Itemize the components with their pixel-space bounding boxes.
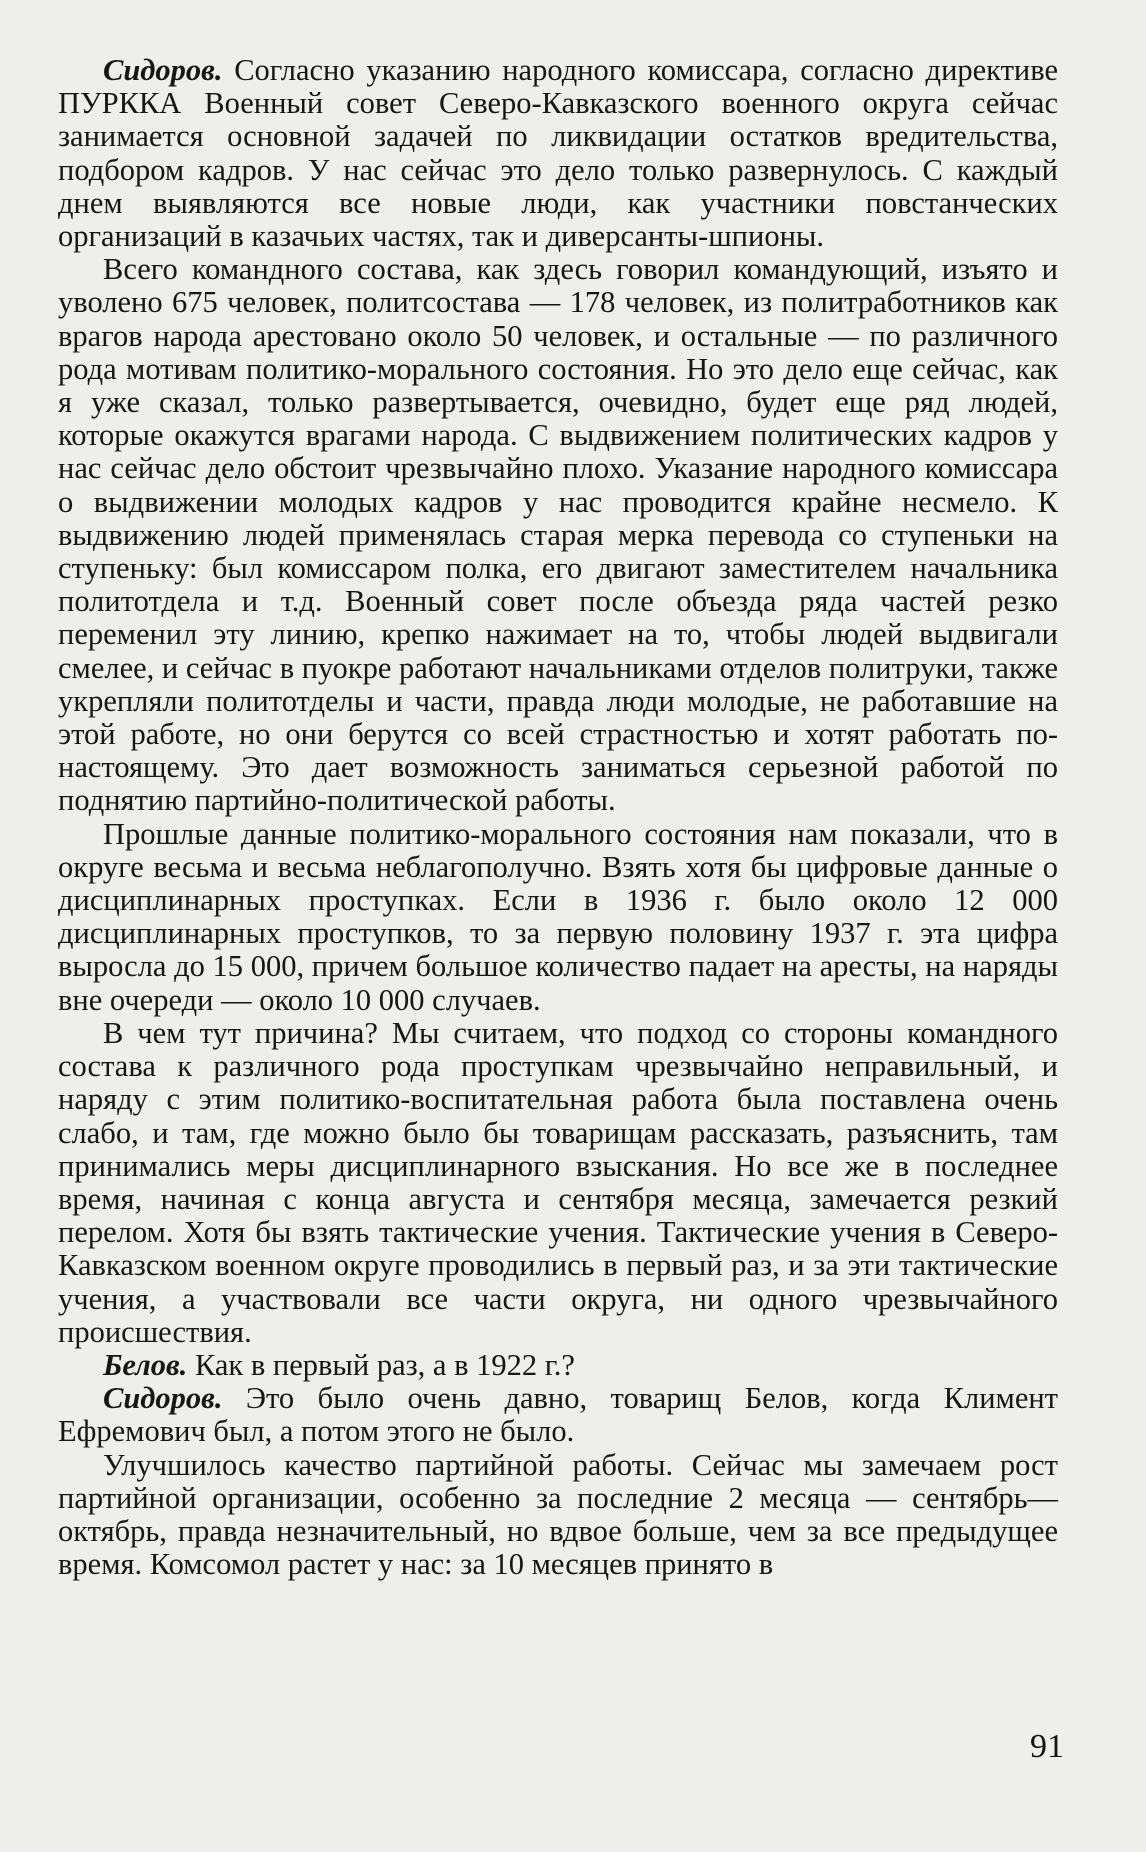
paragraph-5	[58, 1349, 1058, 1382]
paragraph-text: В чем тут причина? Мы считаем, что подход со стороны командного состава к различного рода проступкам чрезвычайно неправильный, и наряду с этим политико-воспитательная работа была поставлена очень слабо, и там, где можно было бы товарищам рассказать, разъяснить, там принимались меры дисциплинарного взыскания. Но все же в последнее время, начиная с конца августа и сентября месяца, замечается резкий перелом. Хотя бы взять тактические учения. Тактические учения в Северо-Кавказском военном округе проводились в первый раз, и за эти тактические учения, а участвовали все части округа, ни одного чрезвычайного происшествия.	[58, 1015, 1058, 1349]
paragraph-text: Улучшилось качество партийной работы. Сейчас мы замечаем рост партийной организации, особенно за последние 2 месяца — сентябрь—октябрь, правда незначительный, но вдвое больше, чем за все предыдущее время. Комсомол растет у нас: за 10 месяцев принято в	[58, 1447, 1058, 1582]
paragraph-text: Согласно указанию народного комиссара, согласно директиве ПУРККА Военный совет Северо-Кавказского военного округа сейчас занимается основной задачей по ликвидации остатков вредительства, подбором кадров. У нас сейчас это дело только развернулось. С каждый днем выявляются все новые люди, как участники повстанческих организаций в казачьих частях, так и диверсанты-шпионы.	[58, 53, 1059, 254]
speaker-name: Сидоров.	[103, 53, 223, 87]
paragraph-text: Всего командного состава, как здесь говорил командующий, изъято и уволено 675 человек, политсостава — 178 человек, из политработников как врагов народа арестовано около 50 человек, и остальные — по различного рода мотивам политико-морального состояния. Но это дело еще сейчас, как я уже сказал, только развертывается, очевидно, будет еще ряд людей, которые окажутся врагами народа. С выдвижением политических кадров у нас сейчас дело обстоит чрезвычайно плохо. Указание народного комиссара о выдвижении молодых кадров у нас проводится крайне несмело. К выдвижению людей применялась старая мерка перевода со ступеньки на ступеньку: был комиссаром полка, его двигают заместителем начальника политотдела и т.д. Военный совет после объезда ряда частей резко переменил эту линию, крепко нажимает на то, чтобы людей выдвигали смелее, и сейчас в пуокре работают начальниками отделов политруки, также укрепляли политотделы и части, правда люди молодые, не работавшие на этой работе, но они берутся со всей страстностью и хотят работать по-настоящему. Это дает возможность заниматься серьезной работой по поднятию партийно-политической работы.	[58, 252, 1058, 818]
paragraph-3	[58, 818, 1058, 1017]
paragraph-4	[58, 1017, 1058, 1349]
paragraph-text: Это было очень давно, товарищ Белов, когда Климент Ефремович был, а потом этого не было.	[58, 1381, 1059, 1449]
paragraph-text: Прошлые данные политико-морального состояния нам показали, что в округе весьма и весьма неблагополучно. Взять хотя бы цифровые данные о дисциплинарных проступках. Если в 1936 г. было около 12 000 дисциплинарных проступков, то за первую половину 1937 г. эта цифра выросла до 15 000, причем большое количество падает на аресты, на наряды вне очереди — около 10 000 случаев.	[58, 816, 1058, 1017]
paragraph-2	[58, 253, 1058, 817]
paragraph-7	[58, 1449, 1058, 1582]
speaker-name: Сидоров.	[103, 1381, 223, 1416]
paragraph-1	[58, 54, 1058, 253]
speaker-name: Белов.	[103, 1347, 188, 1382]
page-body	[58, 54, 1058, 1581]
paragraph-text: Как в первый раз, а в 1922 г.?	[194, 1347, 575, 1382]
page-number: 91	[1030, 1728, 1064, 1765]
paragraph-6	[58, 1382, 1058, 1448]
